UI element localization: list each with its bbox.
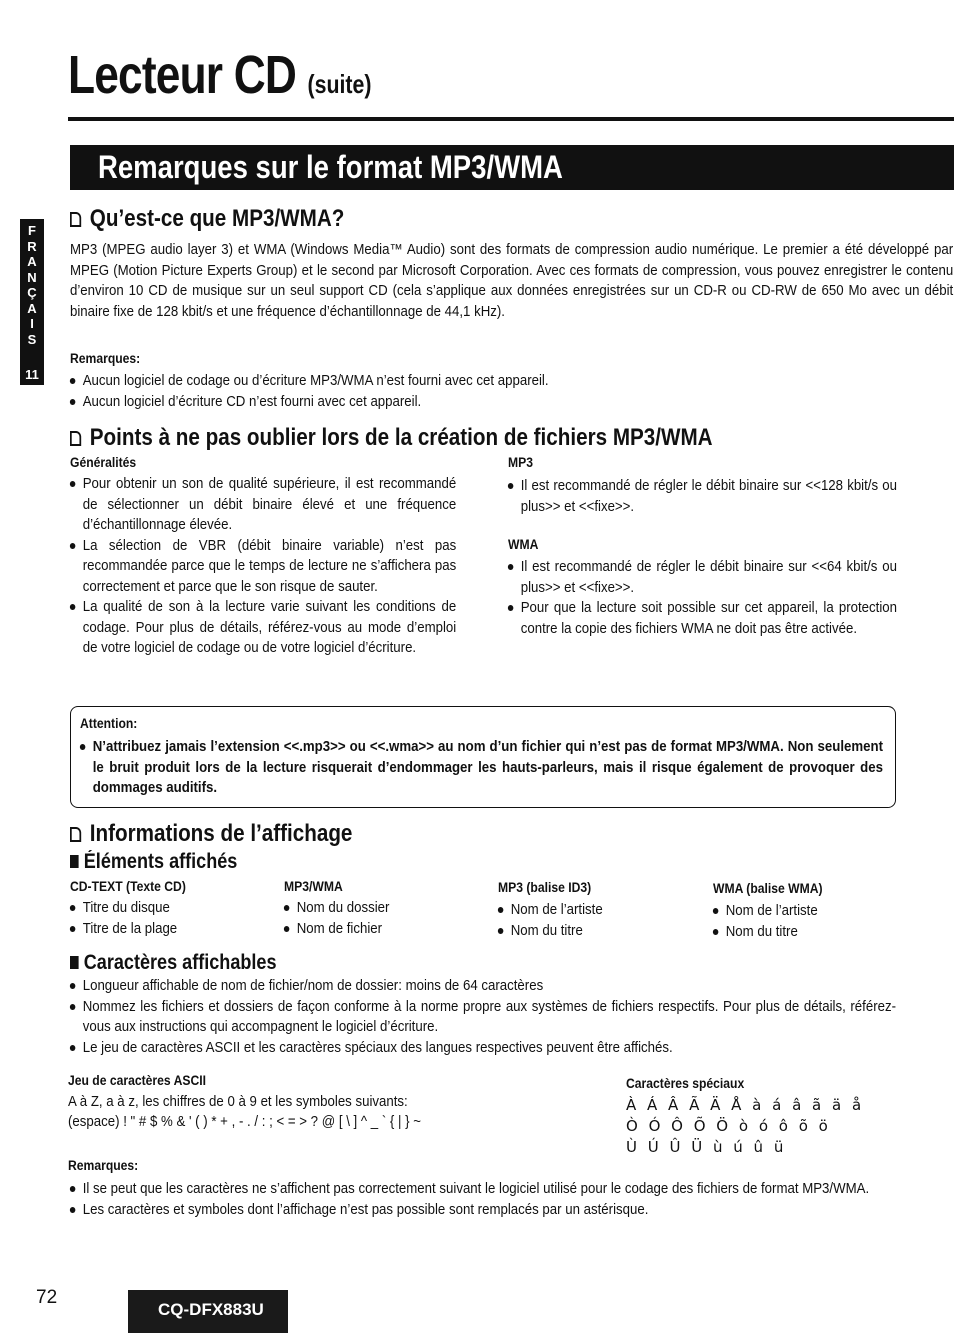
list-item: La sélection de VBR (débit binaire variable) n’est pas recommandée parce que le temps de lecture ne s’affichera pas correctement et parce que le son risque de sauter. [68, 536, 456, 598]
model-label-box [128, 1290, 288, 1333]
attention-text: N’attribuez jamais l’extension <<.mp3>> ou <<.wma>> au nom d’un fichier qui n’est pas de format MP3/WMA. Non seulement le bruit produit lors de la lecture risquerait d’endommager les hauts-parleurs, mais il risque également de provoquer des dommages auditifs. [78, 737, 883, 799]
section-heading-what-is [70, 205, 344, 233]
section-banner-text: Remarques sur le format MP3/WMA [98, 149, 563, 185]
ascii-line-2: (espace) ! " # $ % & ' ( ) * + , - . / : ; < = > ? @ [ \ ] ^ _ ` { | } ~ [68, 1114, 421, 1130]
list-item: Titre de la plage [68, 919, 261, 940]
general-list [68, 474, 456, 659]
ascii-label: Jeu de caractères ASCII [68, 1073, 207, 1088]
subheading-elements [70, 850, 237, 874]
tab-letter: F [28, 223, 36, 238]
intro-paragraph: MP3 (MPEG audio layer 3) et WMA (Windows Media™ Audio) sont des formats de compression audio numérique. Le premier a été développé par MPEG (Motion Picture Experts Group) et le second par Microsoft Corporation. Avec ces formats de compression, vous pouvez enregistrer le contenu d’environ 10 CD de musique sur un seul support CD (cela s’applique aux données enregistrées sur un CD-R ou CD-RW de 650 Mo avec un débit binaire fixe de 128 kbit/s et une fréquence d’échantillonnage de 44,1 kHz). [70, 242, 954, 320]
subheading-characters [70, 951, 277, 975]
characters-list [68, 976, 896, 1058]
special-chars-label: Caractères spéciaux [626, 1076, 745, 1091]
remarks-label: Remarques: [70, 351, 141, 366]
list-item: Il est recommandé de régler le débit binaire sur <<64 kbit/s ou plus>> et <<fixe>>. [506, 557, 897, 598]
remarks-label-2: Remarques: [68, 1158, 139, 1173]
list-item: Les caractères et symboles dont l’affichage n’est pas possible sont remplacés par un astérisque. [68, 1200, 896, 1221]
subheading-text: Caractères affichables [83, 951, 277, 974]
black-square-icon [70, 855, 79, 868]
page-title [68, 44, 371, 106]
list-item: Aucun logiciel d’écriture CD n’est fourni avec cet appareil. [68, 392, 896, 413]
square-bullet-icon [70, 827, 81, 842]
column-list-id3 [496, 900, 689, 941]
section-heading-display-info [70, 820, 352, 848]
special-chars-line-1: À Á Â Ã Ä Å à á â ã ä å [626, 1096, 865, 1114]
square-bullet-icon [70, 212, 81, 227]
heading-text: Informations de l’affichage [89, 820, 353, 847]
tab-letter: Ç [27, 285, 37, 300]
list-item: Il se peut que les caractères ne s’affichent pas correctement suivant le logiciel utilisé pour le codage des fichiers de format MP3/WMA. [68, 1179, 896, 1200]
column-list-cdtext [68, 898, 261, 939]
mp3-label: MP3 [508, 455, 533, 470]
tab-letter: A [27, 300, 37, 316]
list-item: Pour que la lecture soit possible sur cet appareil, la protection contre la copie des fichiers WMA ne doit pas être activée. [506, 598, 897, 639]
column-label-cdtext: CD-TEXT (Texte CD) [70, 879, 186, 894]
list-item: Il est recommandé de régler le débit binaire sur <<128 kbit/s ou plus>> et <<fixe>>. [506, 476, 897, 517]
language-side-tab [20, 219, 44, 385]
column-list-wmatag [711, 901, 904, 942]
attention-list [78, 737, 883, 799]
column-list-mp3wma [282, 898, 475, 939]
list-item: Le jeu de caractères ASCII et les caractères spéciaux des langues respectives peuvent être affichés. [68, 1038, 896, 1059]
language-letters [20, 223, 44, 347]
wma-list [506, 557, 897, 639]
special-chars-line-3: Ù Ú Û Ü ù ú û ü [626, 1138, 787, 1156]
section-heading-points [70, 424, 713, 452]
subheading-text: Éléments affichés [83, 850, 238, 873]
general-label: Généralités [70, 455, 137, 470]
list-item: Nom de fichier [282, 919, 475, 940]
list-item: Nom de l’artiste [711, 901, 904, 922]
page-number: 72 [36, 1287, 58, 1308]
column-label-mp3wma: MP3/WMA [284, 879, 343, 894]
attention-label: Attention: [80, 716, 138, 731]
tab-letter: N [27, 269, 37, 285]
page-title-suite: (suite) [307, 69, 372, 99]
heading-text: Points à ne pas oublier lors de la création de fichiers MP3/WMA [89, 424, 713, 451]
heading-text: Qu’est-ce que MP3/WMA? [89, 205, 345, 232]
page-title-main: Lecteur CD [68, 45, 297, 105]
remarks-list-2 [68, 1179, 896, 1220]
tab-letter: I [30, 316, 34, 331]
special-chars-line-2: Ò Ó Ô Õ Ö ò ó ô õ ö [626, 1117, 831, 1135]
list-item: Nommez les fichiers et dossiers de façon conforme à la norme propre aux systèmes de fichiers respectifs. Pour plus de détails, référez-vous aux instructions qui accompagnent le logiciel d’écriture. [68, 997, 896, 1038]
list-item: Pour obtenir un son de qualité supérieure, il est recommandé de sélectionner un débit binaire élevé et une fréquence d’échantillonnage élevée. [68, 474, 456, 536]
column-label-wmatag: WMA (balise WMA) [713, 881, 823, 896]
black-square-icon [70, 956, 79, 969]
section-banner [70, 145, 954, 190]
list-item: Longueur affichable de nom de fichier/nom de dossier: moins de 64 caractères [68, 976, 896, 997]
tab-letter: R [27, 238, 37, 254]
tab-letter: S [27, 331, 37, 347]
list-item: Aucun logiciel de codage ou d’écriture MP3/WMA n’est fourni avec cet appareil. [68, 371, 896, 392]
title-rule [68, 117, 954, 121]
tab-letter: A [27, 254, 37, 269]
list-item: Nom du dossier [282, 898, 475, 919]
list-item: Nom du titre [711, 922, 904, 943]
model-name: CQ-DFX883U [158, 1300, 264, 1319]
ascii-line-1: A à Z, a à z, les chiffres de 0 à 9 et les symboles suivants: [68, 1094, 408, 1110]
column-label-id3: MP3 (balise ID3) [498, 880, 592, 895]
wma-label: WMA [508, 537, 539, 552]
list-item: Nom du titre [496, 921, 689, 942]
mp3-list [506, 476, 897, 517]
tab-page-number: 11 [25, 367, 39, 382]
list-item: La qualité de son à la lecture varie suivant les conditions de codage. Pour plus de détails, référez-vous au mode d’emploi de votre logiciel de codage ou de votre logiciel d’écriture. [68, 597, 456, 659]
list-item: Titre du disque [68, 898, 261, 919]
square-bullet-icon [70, 431, 81, 446]
list-item: Nom de l’artiste [496, 900, 689, 921]
remarks-list [68, 371, 896, 412]
